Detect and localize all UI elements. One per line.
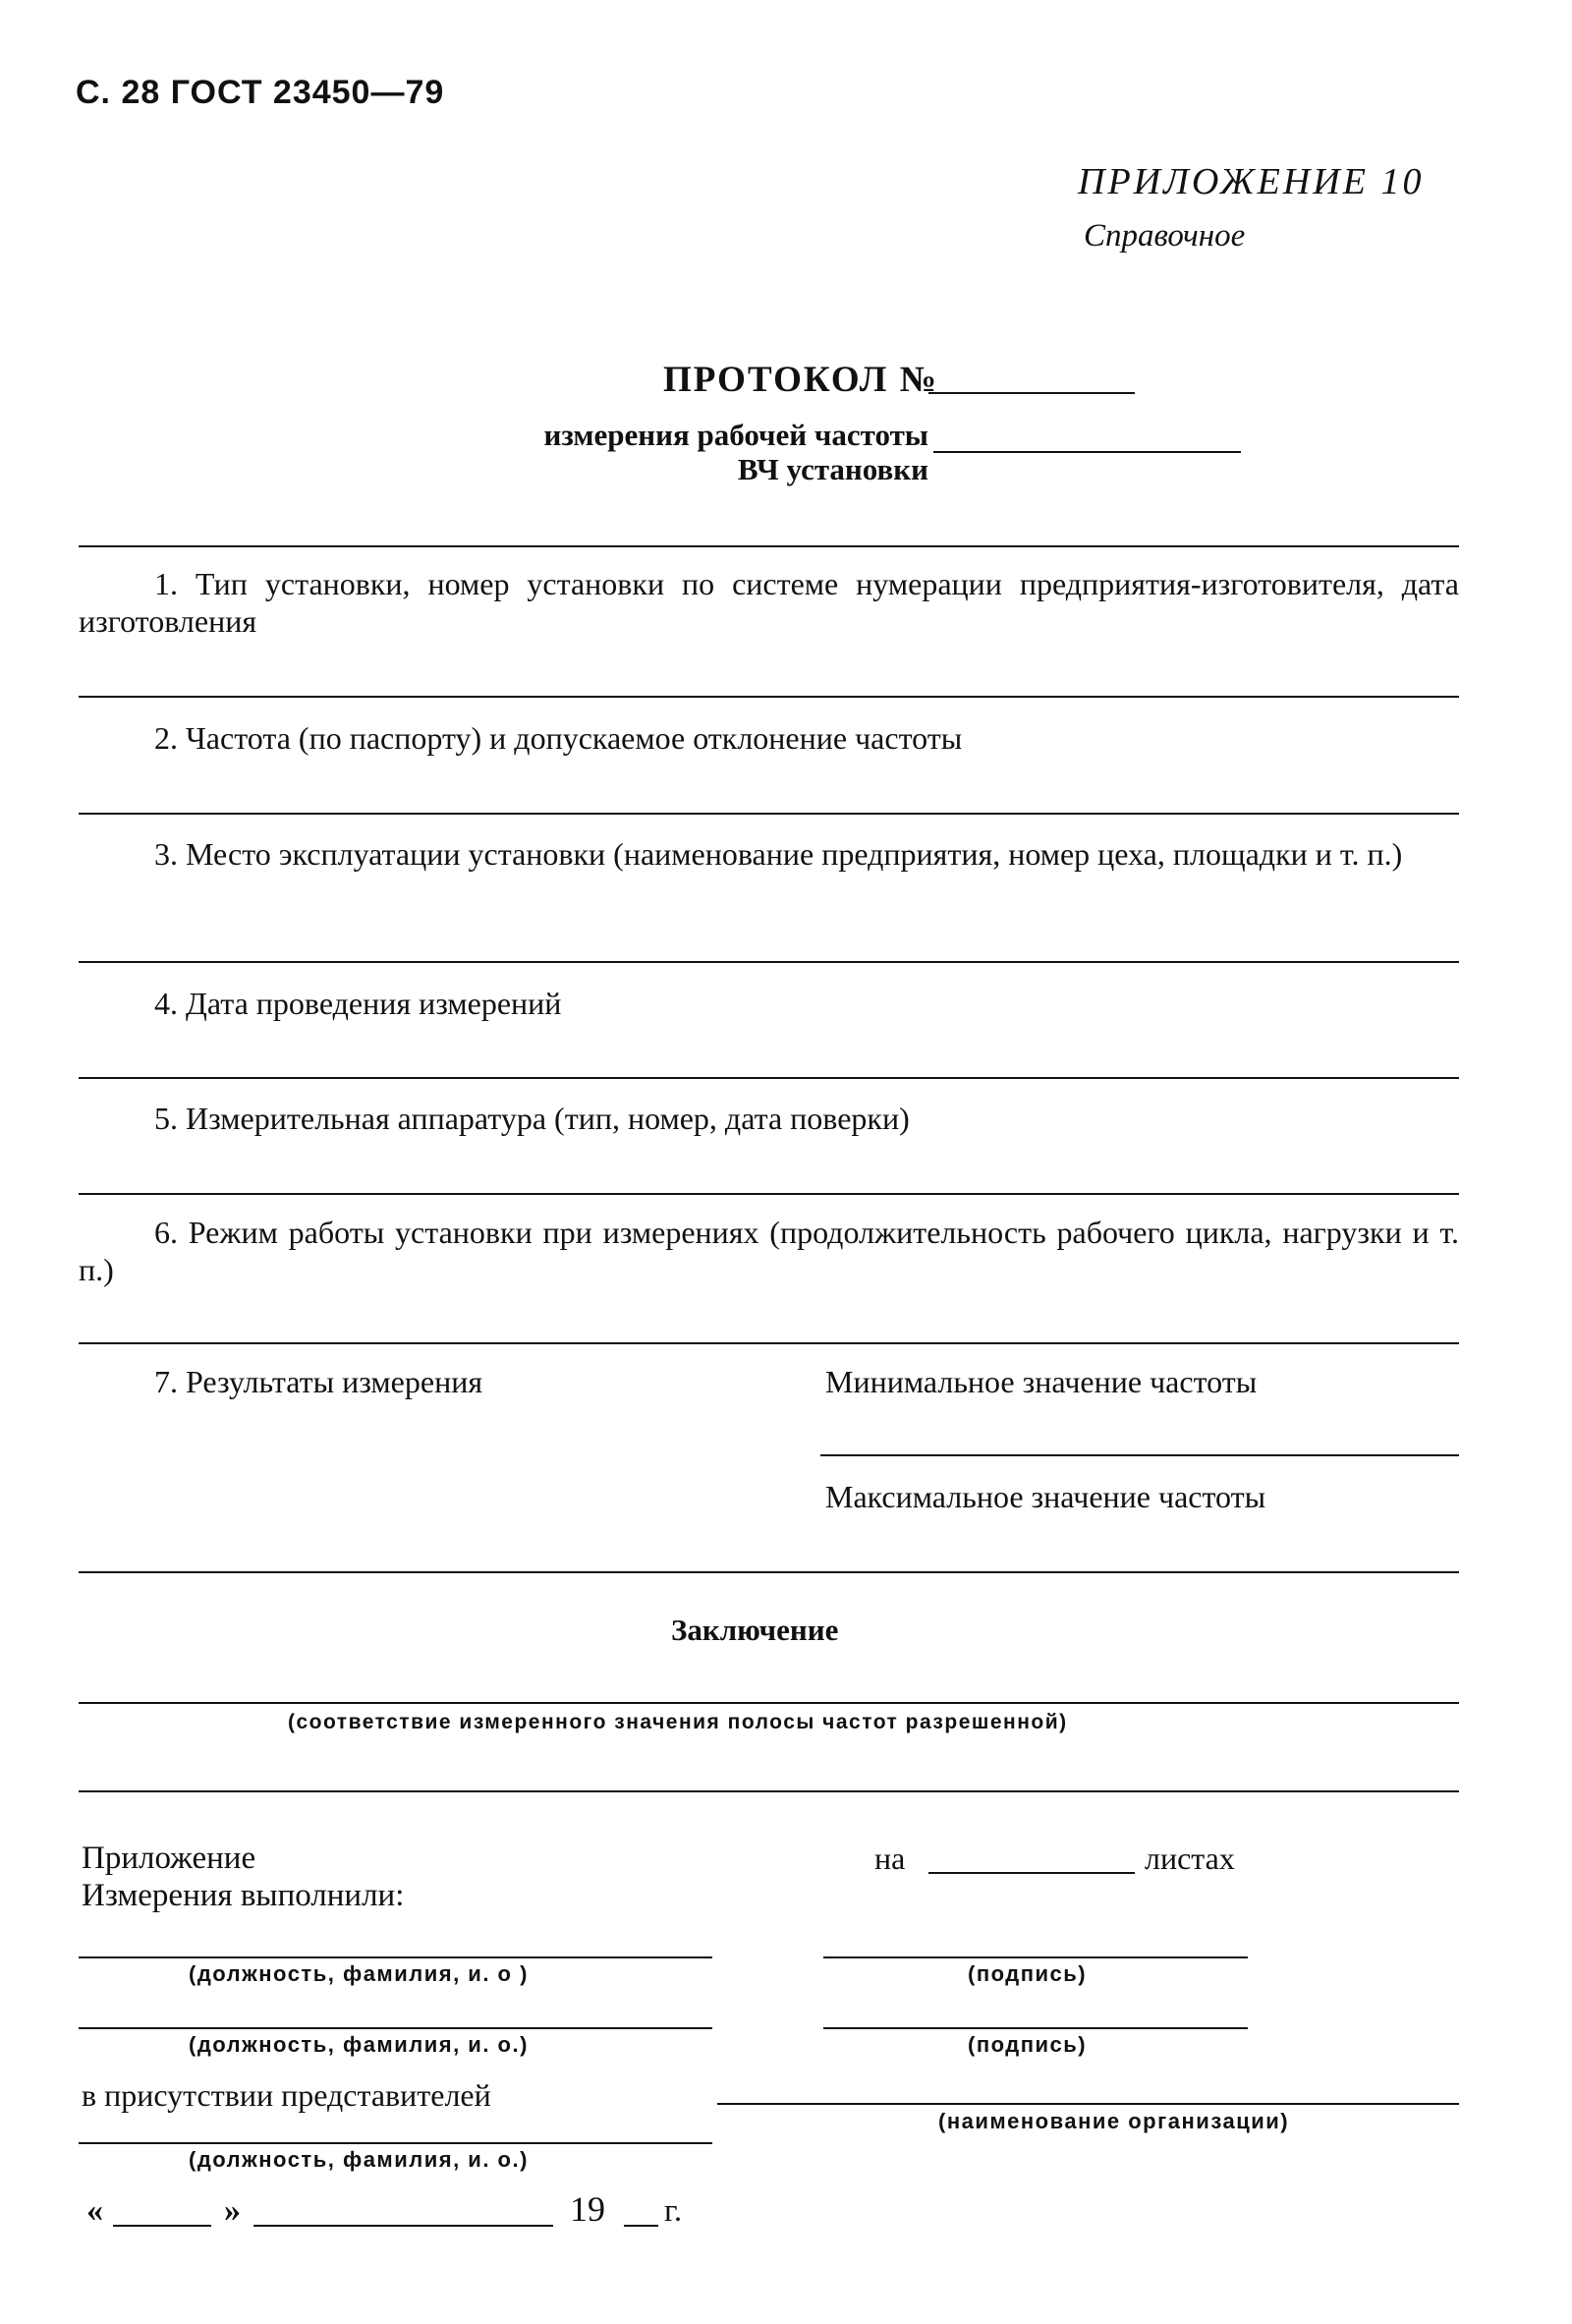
organization-field[interactable]: [717, 2103, 1459, 2105]
title-line-1: измерения рабочей частоты: [543, 418, 928, 452]
conclusion-caption: (соответствие измеренного значения полосы частот разрешенной): [288, 1711, 1068, 1733]
position-field-3[interactable]: [79, 2142, 712, 2144]
signature-caption-2: (подпись): [968, 2032, 1088, 2057]
signature-field-1[interactable]: [823, 1956, 1248, 1958]
conclusion-field-2[interactable]: [79, 1790, 1459, 1792]
max-frequency-field[interactable]: [79, 1571, 1459, 1573]
date-day-field[interactable]: [113, 2225, 211, 2227]
protocol-title: ПРОТОКОЛ №: [663, 360, 938, 400]
in-presence-label: в присутствии представителей: [82, 2077, 491, 2113]
sheets-count-field[interactable]: [928, 1872, 1135, 1874]
attachment-label: Приложение: [82, 1841, 256, 1876]
signature-field-2[interactable]: [823, 2027, 1248, 2029]
item-6: 6. Режим работы установки при измерениях (продолжительность рабочего цикла, нагрузки и т. п.): [79, 1215, 1459, 1287]
performed-by-label: Измерения выполнили:: [82, 1878, 405, 1913]
position-field-1[interactable]: [79, 1956, 712, 1958]
frequency-field[interactable]: [933, 451, 1241, 453]
date-year-field[interactable]: [624, 2225, 658, 2227]
position-caption-3: (должность, фамилия, и. о.): [189, 2147, 529, 2172]
item-4: 4. Дата проведения измерений: [154, 986, 562, 1021]
sheets-label: листах: [1145, 1841, 1235, 1876]
page-header: С. 28 ГОСТ 23450—79: [76, 74, 445, 111]
appendix-type: Справочное: [1084, 218, 1246, 254]
item-3: 3. Место эксплуатации установки (наименование предприятия, номер цеха, площадки и т. п.): [154, 836, 1403, 872]
min-frequency-field[interactable]: [820, 1454, 1459, 1456]
item-7: 7. Результаты измерения: [154, 1364, 483, 1399]
item-4-field[interactable]: [79, 1077, 1459, 1079]
appendix-label: ПРИЛОЖЕНИЕ 10: [1078, 161, 1425, 202]
conclusion-heading: Заключение: [671, 1613, 839, 1647]
protocol-number-field[interactable]: [928, 392, 1135, 394]
date-open-quote: «: [86, 2192, 103, 2229]
position-caption-1: (должность, фамилия, и. о ): [189, 1961, 529, 1986]
item-1-field[interactable]: [79, 696, 1459, 698]
position-caption-2: (должность, фамилия, и. о.): [189, 2032, 529, 2057]
item-5: 5. Измерительная аппаратура (тип, номер, дата поверки): [154, 1101, 910, 1136]
signature-caption-1: (подпись): [968, 1961, 1088, 1986]
date-year-suffix: г.: [664, 2193, 683, 2229]
organization-caption: (наименование организации): [938, 2109, 1290, 2133]
date-year-prefix: 19: [570, 2189, 605, 2229]
title-line-2: ВЧ установки: [737, 452, 928, 486]
item-5-field[interactable]: [79, 1193, 1459, 1195]
item-2-field[interactable]: [79, 813, 1459, 815]
item-6-field[interactable]: [79, 1342, 1459, 1344]
position-field-2[interactable]: [79, 2027, 712, 2029]
item-1: 1. Тип установки, номер установки по системе нумерации предприятия-изготовителя, дата изготовления: [79, 566, 1459, 639]
sheets-on-label: на: [874, 1841, 906, 1876]
conclusion-field[interactable]: [79, 1702, 1459, 1704]
rule-title: [79, 545, 1459, 547]
min-frequency-label: Минимальное значение частоты: [825, 1364, 1258, 1399]
max-frequency-label: Максимальное значение частоты: [825, 1479, 1266, 1514]
item-3-field[interactable]: [79, 961, 1459, 963]
date-month-field[interactable]: [253, 2225, 553, 2227]
item-2: 2. Частота (по паспорту) и допускаемое отклонение частоты: [154, 720, 963, 756]
date-close-quote: »: [224, 2192, 241, 2229]
